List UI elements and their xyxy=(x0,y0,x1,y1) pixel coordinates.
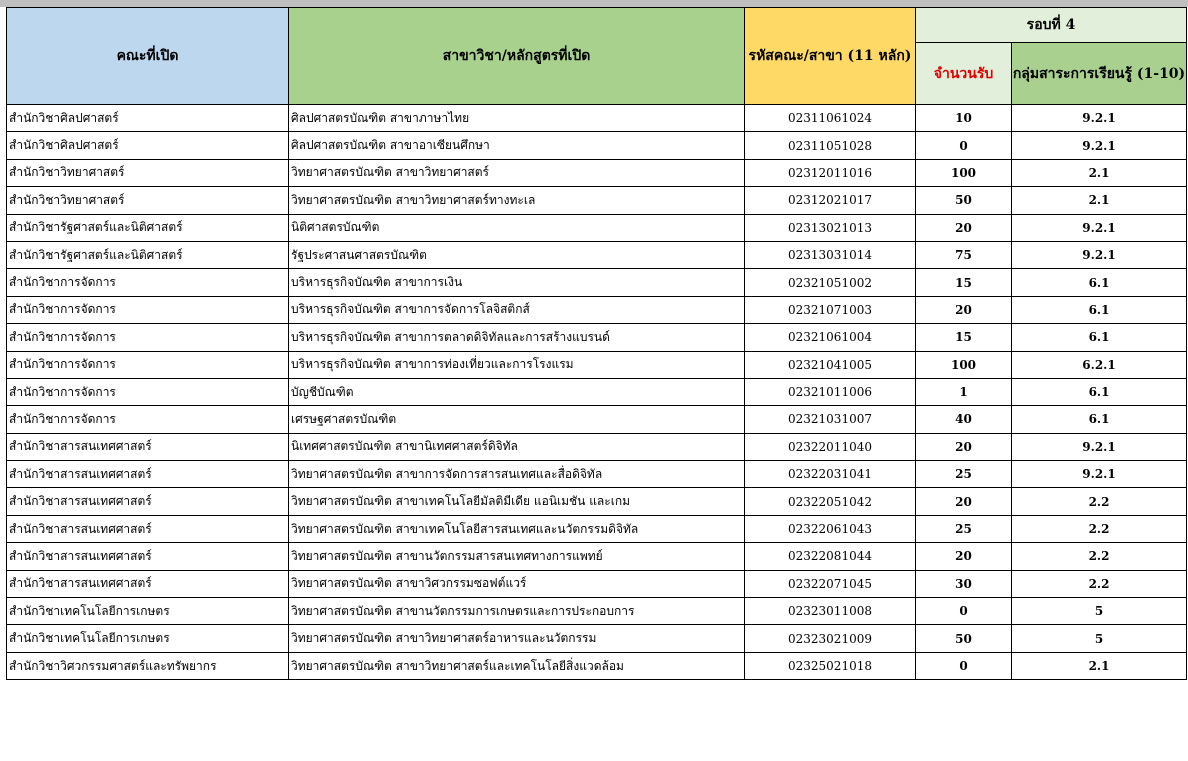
program-cell[interactable]: บัญชีบัณฑิต xyxy=(289,378,745,405)
faculty-cell[interactable]: สำนักวิชาการจัดการ xyxy=(7,269,289,296)
seats-cell[interactable]: 20 xyxy=(916,214,1012,241)
faculty-cell[interactable]: สำนักวิชาวิทยาศาสตร์ xyxy=(7,187,289,214)
group-cell[interactable]: 6.1 xyxy=(1012,269,1187,296)
group-cell[interactable]: 6.1 xyxy=(1012,378,1187,405)
seats-cell[interactable]: 25 xyxy=(916,461,1012,488)
code-cell[interactable]: 02313021013 xyxy=(745,214,916,241)
table-row xyxy=(7,241,1187,268)
program-cell[interactable]: บริหารธุรกิจบัณฑิต สาขาการเงิน xyxy=(289,269,745,296)
table-row xyxy=(7,598,1187,625)
seats-cell[interactable]: 20 xyxy=(916,488,1012,515)
group-cell[interactable]: 5 xyxy=(1012,598,1187,625)
table-row xyxy=(7,132,1187,159)
programs-table xyxy=(6,7,1187,680)
seats-cell[interactable]: 25 xyxy=(916,515,1012,542)
faculty-cell[interactable]: สำนักวิชาสารสนเทศศาสตร์ xyxy=(7,433,289,460)
code-cell[interactable]: 02313031014 xyxy=(745,241,916,268)
seats-cell[interactable]: 75 xyxy=(916,241,1012,268)
code-cell[interactable]: 02322071045 xyxy=(745,570,916,597)
round-header: รอบที่ 4 xyxy=(916,8,1187,43)
program-cell[interactable]: นิติศาสตรบัณฑิต xyxy=(289,214,745,241)
table-row xyxy=(7,296,1187,323)
program-cell[interactable]: วิทยาศาสตรบัณฑิต สาขาการจัดการสารสนเทศและสื่อดิจิทัล xyxy=(289,461,745,488)
group-cell[interactable]: 2.2 xyxy=(1012,543,1187,570)
faculty-cell[interactable]: สำนักวิชาสารสนเทศศาสตร์ xyxy=(7,543,289,570)
table-row xyxy=(7,543,1187,570)
seats-cell[interactable]: 100 xyxy=(916,159,1012,186)
faculty-cell[interactable]: สำนักวิชาการจัดการ xyxy=(7,324,289,351)
group-header: กลุ่มสาระการเรียนรู้ (1-10) xyxy=(1012,43,1187,105)
group-cell[interactable]: 9.2.1 xyxy=(1012,105,1187,132)
code-cell[interactable]: 02322031041 xyxy=(745,461,916,488)
table-row xyxy=(7,187,1187,214)
table-row xyxy=(7,351,1187,378)
program-cell[interactable]: วิทยาศาสตรบัณฑิต สาขานวัตกรรมการเกษตรและการประกอบการ xyxy=(289,598,745,625)
faculty-cell[interactable]: สำนักวิชาสารสนเทศศาสตร์ xyxy=(7,515,289,542)
program-cell[interactable]: วิทยาศาสตรบัณฑิต สาขานวัตกรรมสารสนเทศทางการแพทย์ xyxy=(289,543,745,570)
table-row xyxy=(7,433,1187,460)
program-cell[interactable]: บริหารธุรกิจบัณฑิต สาขาการจัดการโลจิสติกส์ xyxy=(289,296,745,323)
group-cell[interactable]: 6.2.1 xyxy=(1012,351,1187,378)
table-row xyxy=(7,461,1187,488)
program-header: สาขาวิชา/หลักสูตรที่เปิด xyxy=(289,8,745,105)
seats-cell[interactable]: 50 xyxy=(916,625,1012,652)
faculty-cell[interactable]: สำนักวิชาการจัดการ xyxy=(7,351,289,378)
faculty-cell[interactable]: สำนักวิชาเทคโนโลยีการเกษตร xyxy=(7,598,289,625)
program-cell[interactable]: วิทยาศาสตรบัณฑิต สาขาวิศวกรรมซอฟต์แวร์ xyxy=(289,570,745,597)
code-cell[interactable]: 02311051028 xyxy=(745,132,916,159)
table-row xyxy=(7,515,1187,542)
group-cell[interactable]: 9.2.1 xyxy=(1012,241,1187,268)
group-cell[interactable]: 2.2 xyxy=(1012,515,1187,542)
table-row xyxy=(7,105,1187,132)
seats-cell[interactable]: 0 xyxy=(916,598,1012,625)
group-cell[interactable]: 6.1 xyxy=(1012,406,1187,433)
faculty-cell[interactable]: สำนักวิชาวิทยาศาสตร์ xyxy=(7,159,289,186)
code-cell[interactable]: 02321011006 xyxy=(745,378,916,405)
seats-header: จำนวนรับ xyxy=(916,43,1012,105)
program-cell[interactable]: รัฐประศาสนศาสตรบัณฑิต xyxy=(289,241,745,268)
faculty-cell[interactable]: สำนักวิชารัฐศาสตร์และนิติศาสตร์ xyxy=(7,241,289,268)
faculty-cell[interactable]: สำนักวิชาสารสนเทศศาสตร์ xyxy=(7,461,289,488)
code-header: รหัสคณะ/สาขา (11 หลัก) xyxy=(745,8,916,105)
group-cell[interactable]: 9.2.1 xyxy=(1012,433,1187,460)
table-row xyxy=(7,488,1187,515)
seats-cell[interactable]: 0 xyxy=(916,652,1012,679)
group-cell[interactable]: 9.2.1 xyxy=(1012,132,1187,159)
seats-cell[interactable]: 100 xyxy=(916,351,1012,378)
code-cell[interactable]: 02323021009 xyxy=(745,625,916,652)
seats-cell[interactable]: 30 xyxy=(916,570,1012,597)
program-cell[interactable]: วิทยาศาสตรบัณฑิต สาขาวิทยาศาสตร์และเทคโนโลยีสิ่งแวดล้อม xyxy=(289,652,745,679)
group-cell[interactable]: 9.2.1 xyxy=(1012,461,1187,488)
program-cell[interactable]: นิเทศศาสตรบัณฑิต สาขานิเทศศาสตร์ดิจิทัล xyxy=(289,433,745,460)
faculty-cell[interactable]: สำนักวิชาสารสนเทศศาสตร์ xyxy=(7,488,289,515)
code-cell[interactable]: 02322081044 xyxy=(745,543,916,570)
table-row xyxy=(7,625,1187,652)
top-border xyxy=(0,0,1188,7)
program-cell[interactable]: บริหารธุรกิจบัณฑิต สาขาการท่องเที่ยวและการโรงแรม xyxy=(289,351,745,378)
code-cell[interactable]: 02322061043 xyxy=(745,515,916,542)
seats-cell[interactable]: 1 xyxy=(916,378,1012,405)
group-cell[interactable]: 2.1 xyxy=(1012,159,1187,186)
program-cell[interactable]: ศิลปศาสตรบัณฑิต สาขาอาเซียนศึกษา xyxy=(289,132,745,159)
program-cell[interactable]: เศรษฐศาสตรบัณฑิต xyxy=(289,406,745,433)
faculty-cell[interactable]: สำนักวิชาเทคโนโลยีการเกษตร xyxy=(7,625,289,652)
group-cell[interactable]: 6.1 xyxy=(1012,324,1187,351)
group-cell[interactable]: 5 xyxy=(1012,625,1187,652)
code-cell[interactable]: 02321061004 xyxy=(745,324,916,351)
program-cell[interactable]: บริหารธุรกิจบัณฑิต สาขาการตลาดดิจิทัลและการสร้างแบรนด์ xyxy=(289,324,745,351)
seats-cell[interactable]: 20 xyxy=(916,296,1012,323)
seats-cell[interactable]: 40 xyxy=(916,406,1012,433)
table-row xyxy=(7,378,1187,405)
program-cell[interactable]: ศิลปศาสตรบัณฑิต สาขาภาษาไทย xyxy=(289,105,745,132)
code-cell[interactable]: 02322051042 xyxy=(745,488,916,515)
seats-cell[interactable]: 10 xyxy=(916,105,1012,132)
code-cell[interactable]: 02312021017 xyxy=(745,187,916,214)
program-cell[interactable]: วิทยาศาสตรบัณฑิต สาขาเทคโนโลยีมัลติมีเดีย แอนิเมชัน และเกม xyxy=(289,488,745,515)
seats-cell[interactable]: 50 xyxy=(916,187,1012,214)
table-row xyxy=(7,214,1187,241)
table-row xyxy=(7,324,1187,351)
code-cell[interactable]: 02321051002 xyxy=(745,269,916,296)
code-cell[interactable]: 02311061024 xyxy=(745,105,916,132)
group-cell[interactable]: 2.1 xyxy=(1012,652,1187,679)
seats-cell[interactable]: 0 xyxy=(916,132,1012,159)
program-cell[interactable]: วิทยาศาสตรบัณฑิต สาขาวิทยาศาสตร์อาหารและนวัตกรรม xyxy=(289,625,745,652)
group-cell[interactable]: 2.2 xyxy=(1012,570,1187,597)
code-cell[interactable]: 02322011040 xyxy=(745,433,916,460)
faculty-cell[interactable]: สำนักวิชาวิศวกรรมศาสตร์และทรัพยากร xyxy=(7,652,289,679)
table-row xyxy=(7,652,1187,679)
code-cell[interactable]: 02321071003 xyxy=(745,296,916,323)
faculty-cell[interactable]: สำนักวิชารัฐศาสตร์และนิติศาสตร์ xyxy=(7,214,289,241)
table-row xyxy=(7,269,1187,296)
group-cell[interactable]: 2.1 xyxy=(1012,187,1187,214)
faculty-cell[interactable]: สำนักวิชาการจัดการ xyxy=(7,378,289,405)
seats-cell[interactable]: 20 xyxy=(916,543,1012,570)
code-cell[interactable]: 02321031007 xyxy=(745,406,916,433)
table-row xyxy=(7,406,1187,433)
code-cell[interactable]: 02323011008 xyxy=(745,598,916,625)
program-cell[interactable]: วิทยาศาสตรบัณฑิต สาขาวิทยาศาสตร์ xyxy=(289,159,745,186)
code-cell[interactable]: 02325021018 xyxy=(745,652,916,679)
seats-cell[interactable]: 15 xyxy=(916,324,1012,351)
seats-cell[interactable]: 20 xyxy=(916,433,1012,460)
group-cell[interactable]: 9.2.1 xyxy=(1012,214,1187,241)
seats-cell[interactable]: 15 xyxy=(916,269,1012,296)
program-cell[interactable]: วิทยาศาสตรบัณฑิต สาขาวิทยาศาสตร์ทางทะเล xyxy=(289,187,745,214)
code-cell[interactable]: 02312011016 xyxy=(745,159,916,186)
faculty-cell[interactable]: สำนักวิชาสารสนเทศศาสตร์ xyxy=(7,570,289,597)
table-row xyxy=(7,570,1187,597)
group-cell[interactable]: 2.2 xyxy=(1012,488,1187,515)
group-cell[interactable]: 6.1 xyxy=(1012,296,1187,323)
faculty-header: คณะที่เปิด xyxy=(7,8,289,105)
faculty-cell[interactable]: สำนักวิชาการจัดการ xyxy=(7,406,289,433)
faculty-cell[interactable]: สำนักวิชาศิลปศาสตร์ xyxy=(7,132,289,159)
faculty-cell[interactable]: สำนักวิชาการจัดการ xyxy=(7,296,289,323)
faculty-cell[interactable]: สำนักวิชาศิลปศาสตร์ xyxy=(7,105,289,132)
code-cell[interactable]: 02321041005 xyxy=(745,351,916,378)
program-cell[interactable]: วิทยาศาสตรบัณฑิต สาขาเทคโนโลยีสารสนเทศและนวัตกรรมดิจิทัล xyxy=(289,515,745,542)
table-row xyxy=(7,159,1187,186)
